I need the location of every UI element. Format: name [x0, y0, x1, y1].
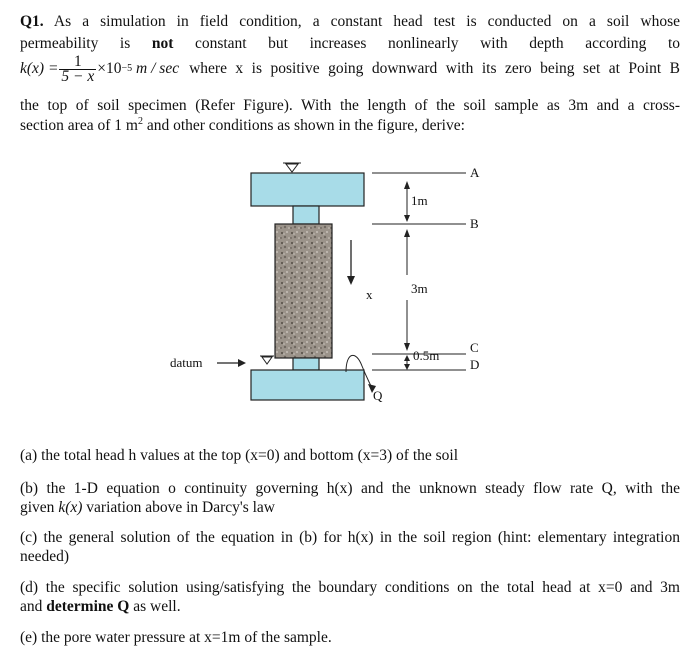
formula-denominator: 5 − x: [61, 67, 95, 85]
part-a: (a) the total head h values at the top (x=0) and bottom (x=3) of the soil: [20, 447, 459, 464]
label-b: B: [470, 216, 479, 231]
part-c-line-1: (c) the general solution of the equation in (b) for h(x) in the soil region (hint: elementary integration: [20, 529, 680, 546]
question-text-4: the top of soil specimen (Refer Figure). With the length of the soil sample as 3m and a cross-: [20, 97, 680, 114]
label-05m: 0.5m: [413, 348, 440, 363]
part-b-text-2b: variation above in Darcy's law: [86, 499, 276, 516]
dimension-05m: [404, 355, 410, 370]
part-e: (e) the pore water pressure at x=1m of the sample.: [20, 629, 332, 646]
part-d-line-1: (d) the specific solution using/satisfying the boundary conditions on the total head at x=0 and 3m: [20, 579, 680, 596]
x-direction-arrow: [347, 240, 355, 285]
area-exponent: 2: [137, 115, 143, 127]
label-1m: 1m: [411, 193, 428, 208]
part-c-line-2: needed): [20, 548, 70, 565]
formula-line: k(x) = $\frac{1}{5 - x}$ ×10 −5 m / sec where x is positive going downward with its zero being set at Point B: [20, 52, 680, 85]
part-b-line-1: (b) the 1-D equation o continuity governing h(x) and the unknown steady flow rate Q, with the: [20, 480, 680, 497]
label-q: Q: [373, 388, 383, 403]
lower-pipe: [293, 358, 319, 370]
top-water-level-icon: [283, 163, 301, 172]
label-x: x: [366, 287, 373, 302]
soil-specimen: [275, 224, 332, 358]
question-text-2b: constant but increases nonlinearly with depth according to: [194, 35, 680, 52]
upper-pipe: [293, 206, 319, 224]
bottom-tank: [251, 370, 364, 400]
question-text-2a: permeability is: [20, 35, 131, 52]
part-d-bold: determine Q: [46, 598, 130, 615]
formula-units: m / sec: [136, 60, 180, 77]
label-a: A: [470, 165, 480, 180]
bottom-water-level-icon: [260, 356, 274, 364]
part-b-text-2a: given: [20, 499, 55, 516]
part-b-kx: k(x): [58, 499, 83, 516]
dimension-3m: [404, 229, 410, 351]
formula-multiplier: ×10: [97, 60, 122, 77]
part-b-line-2: [20, 498, 680, 518]
label-c: C: [470, 340, 479, 355]
formula-lhs: k(x) =: [20, 60, 59, 77]
label-datum: datum: [170, 355, 203, 370]
part-d-line-2: [20, 597, 680, 617]
label-3m: 3m: [411, 281, 428, 296]
question-number: Q1.: [20, 13, 44, 30]
part-d-text-2b: as well.: [133, 598, 181, 615]
datum-arrow: [217, 359, 246, 367]
label-d: D: [470, 357, 480, 372]
not-emphasis: not: [151, 35, 174, 52]
question-text-3: where x is positive going downward with its zero being set at Point B: [189, 60, 680, 77]
formula-numerator: 1: [59, 55, 96, 70]
top-tank: [251, 173, 364, 206]
question-text-1: As a simulation in field condition, a constant head test is conducted on a soil whose: [53, 13, 680, 30]
question-text-5b: and other conditions as shown in the figure, derive:: [146, 117, 465, 134]
part-d-text-2a: and: [20, 598, 43, 615]
question-text-5a: section area of 1 m: [20, 117, 138, 134]
dimension-1m: [404, 181, 410, 222]
